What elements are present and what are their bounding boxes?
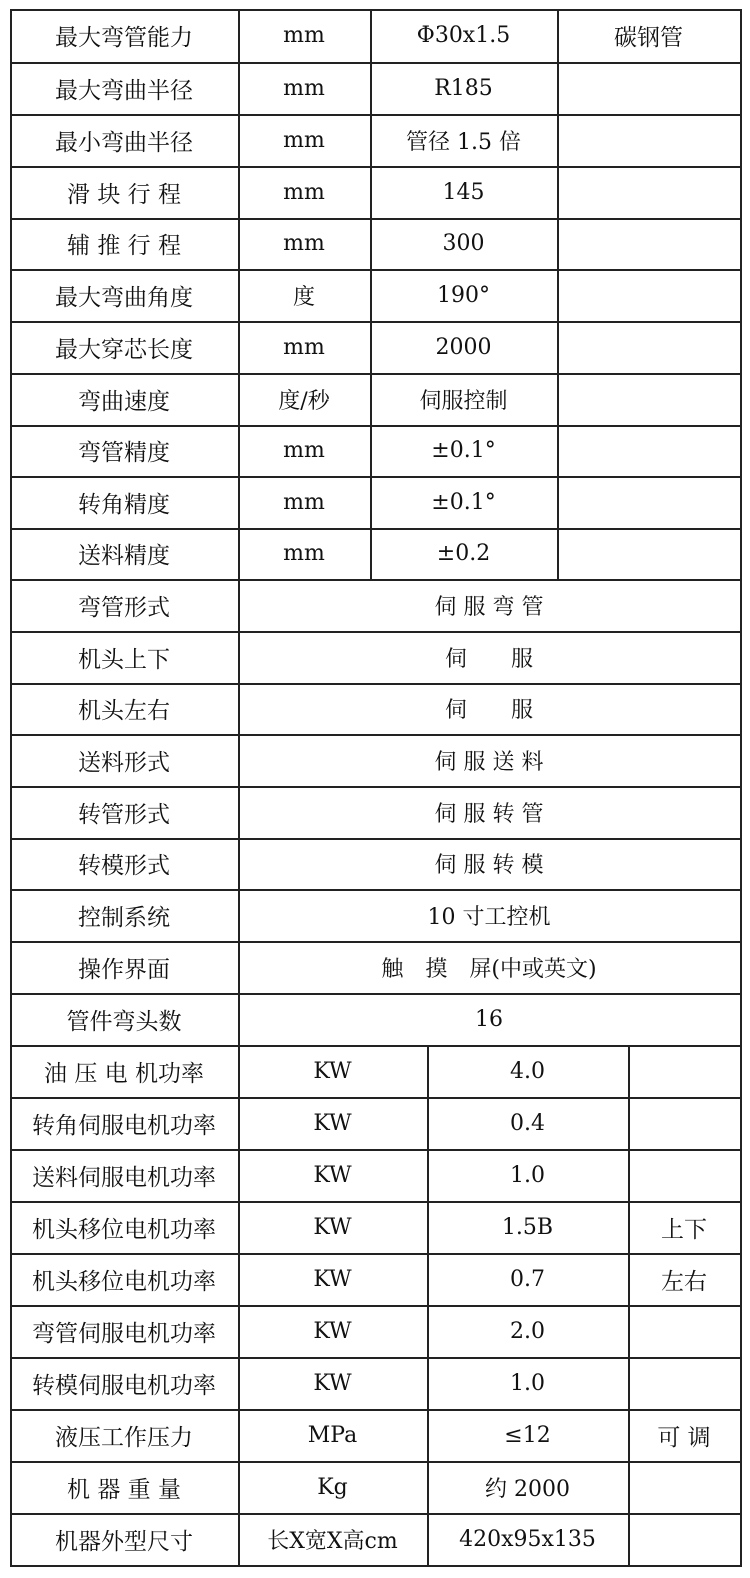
row-value: 2000	[435, 334, 492, 360]
row-note: 可 调	[657, 1424, 711, 1451]
column-divider	[740, 373, 742, 427]
row-value: 伺 服 转 模	[434, 853, 544, 878]
row-unit: MPa	[307, 1422, 358, 1448]
row-value: ±0.2	[436, 541, 491, 566]
row-label: 送料精度	[78, 543, 170, 569]
column-divider	[740, 166, 742, 220]
row-unit: mm	[283, 75, 325, 101]
row-note	[557, 166, 740, 218]
column-divider	[740, 1201, 742, 1255]
row-unit: KW	[313, 1370, 352, 1396]
row-label: 转模形式	[78, 853, 170, 879]
row-divider	[10, 1565, 742, 1567]
column-divider	[740, 1461, 742, 1515]
row-value: 管径 1.5 倍	[406, 129, 521, 155]
row-unit: mm	[283, 23, 325, 48]
row-unit: Kg	[317, 1474, 348, 1500]
row-unit: KW	[313, 1266, 352, 1292]
row-label: 弯管精度	[78, 440, 170, 466]
column-divider	[740, 579, 742, 633]
row-label: 机 器 重 量	[67, 1476, 181, 1503]
column-divider	[740, 9, 742, 64]
column-divider	[740, 528, 742, 581]
row-label: 送料形式	[78, 749, 170, 776]
row-unit: mm	[283, 489, 325, 515]
row-note	[628, 1357, 740, 1409]
row-unit: 度/秒	[278, 388, 330, 414]
row-unit: KW	[313, 1110, 352, 1136]
row-unit: mm	[283, 334, 325, 360]
column-divider	[740, 993, 742, 1047]
row-note	[557, 321, 740, 373]
row-note	[557, 62, 740, 114]
column-divider	[740, 425, 742, 478]
row-note	[628, 1045, 740, 1097]
row-value: 0.7	[510, 1266, 545, 1292]
row-value: R185	[434, 75, 493, 101]
column-divider	[740, 476, 742, 530]
row-note	[557, 425, 740, 476]
column-divider	[740, 1097, 742, 1151]
row-unit: KW	[313, 1162, 352, 1188]
row-label: 转角精度	[78, 491, 170, 518]
row-note	[557, 114, 740, 166]
row-unit: KW	[313, 1318, 352, 1344]
row-label: 最大弯曲半径	[55, 77, 193, 104]
row-value: 420x95x135	[459, 1526, 596, 1552]
row-value: 190°	[437, 282, 490, 308]
row-value: 1.0	[510, 1370, 545, 1396]
row-value: ±0.1°	[431, 489, 496, 515]
row-note	[628, 1149, 740, 1201]
row-value: 伺 服	[444, 698, 533, 723]
column-divider	[740, 631, 742, 685]
row-value: 伺服控制	[419, 388, 508, 414]
row-value: 1.0	[510, 1162, 545, 1188]
row-note	[628, 1305, 740, 1357]
column-divider	[740, 1305, 742, 1359]
row-note	[628, 1097, 740, 1149]
row-value: 0.4	[510, 1110, 545, 1136]
row-label: 最大弯曲角度	[55, 284, 193, 311]
row-value: 10 寸工控机	[427, 904, 551, 930]
row-label: 机器外型尺寸	[55, 1528, 193, 1555]
row-value: 伺 服	[444, 646, 533, 672]
column-divider	[740, 1253, 742, 1307]
column-divider	[740, 941, 742, 995]
row-note	[557, 218, 740, 269]
row-value: 约 2000	[485, 1476, 570, 1502]
column-divider	[740, 1149, 742, 1203]
column-divider	[740, 321, 742, 375]
row-label: 最大弯管能力	[55, 25, 193, 51]
row-note: 碳钢管	[614, 25, 683, 51]
row-value: 1.5B	[501, 1214, 554, 1240]
row-value: 伺 服 送 料	[434, 749, 544, 775]
row-label: 滑 块 行 程	[67, 181, 181, 208]
column-divider	[740, 218, 742, 271]
row-value: 145	[442, 179, 485, 205]
row-value: 300	[442, 231, 485, 256]
row-note	[557, 476, 740, 528]
row-label: 弯管形式	[78, 594, 170, 621]
row-unit: 度	[292, 284, 315, 310]
row-label: 最大穿芯长度	[55, 336, 193, 363]
row-value: ≤12	[504, 1422, 551, 1448]
column-divider	[740, 1409, 742, 1463]
column-divider	[740, 114, 742, 168]
column-divider	[740, 786, 742, 840]
row-note	[628, 1513, 740, 1565]
row-label: 机头移位电机功率	[32, 1268, 216, 1295]
row-note: 左右	[661, 1268, 707, 1295]
row-label: 液压工作压力	[55, 1424, 193, 1451]
row-unit: mm	[283, 541, 325, 566]
column-divider	[740, 889, 742, 943]
column-divider	[740, 269, 742, 323]
row-label: 机头上下	[78, 646, 170, 673]
column-divider	[740, 1513, 742, 1567]
row-label: 油 压 电 机功率	[44, 1060, 204, 1087]
row-unit: mm	[283, 231, 325, 256]
row-label: 转管形式	[78, 801, 170, 828]
row-value: 2.0	[510, 1318, 545, 1344]
row-value: 伺 服 转 管	[434, 801, 544, 827]
row-value: 4.0	[510, 1058, 545, 1084]
row-label: 转模伺服电机功率	[32, 1372, 216, 1399]
column-divider	[740, 1045, 742, 1099]
column-divider	[740, 683, 742, 736]
row-label: 管件弯头数	[66, 1008, 182, 1035]
row-value: 16	[475, 1006, 503, 1032]
row-value: 伺 服 弯 管	[434, 594, 544, 620]
column-divider	[740, 1357, 742, 1411]
row-unit: mm	[283, 179, 325, 205]
row-label: 机头移位电机功率	[32, 1216, 216, 1243]
row-unit: mm	[283, 438, 325, 463]
column-divider	[740, 734, 742, 788]
row-label: 操作界面	[78, 956, 170, 983]
row-unit: KW	[313, 1058, 352, 1084]
row-note	[557, 373, 740, 425]
row-note	[557, 269, 740, 321]
column-divider	[740, 838, 742, 891]
row-label: 转角伺服电机功率	[32, 1112, 216, 1139]
row-value: ±0.1°	[431, 438, 496, 463]
row-unit: 长X宽X高cm	[267, 1528, 398, 1554]
row-value: Φ30x1.5	[416, 23, 511, 48]
row-label: 机头左右	[78, 698, 170, 724]
row-note	[628, 1461, 740, 1513]
row-label: 送料伺服电机功率	[32, 1164, 216, 1191]
row-label: 弯管伺服电机功率	[32, 1320, 216, 1347]
row-label: 控制系统	[78, 904, 170, 931]
row-unit: KW	[313, 1214, 352, 1240]
column-divider	[740, 62, 742, 116]
row-unit: mm	[283, 127, 325, 153]
row-label: 弯曲速度	[78, 388, 170, 415]
row-note	[557, 528, 740, 579]
row-value: 触 摸 屏(中或英文)	[381, 956, 597, 982]
row-label: 辅 推 行 程	[67, 233, 181, 259]
row-note: 上下	[661, 1216, 707, 1243]
row-label: 最小弯曲半径	[55, 129, 193, 156]
